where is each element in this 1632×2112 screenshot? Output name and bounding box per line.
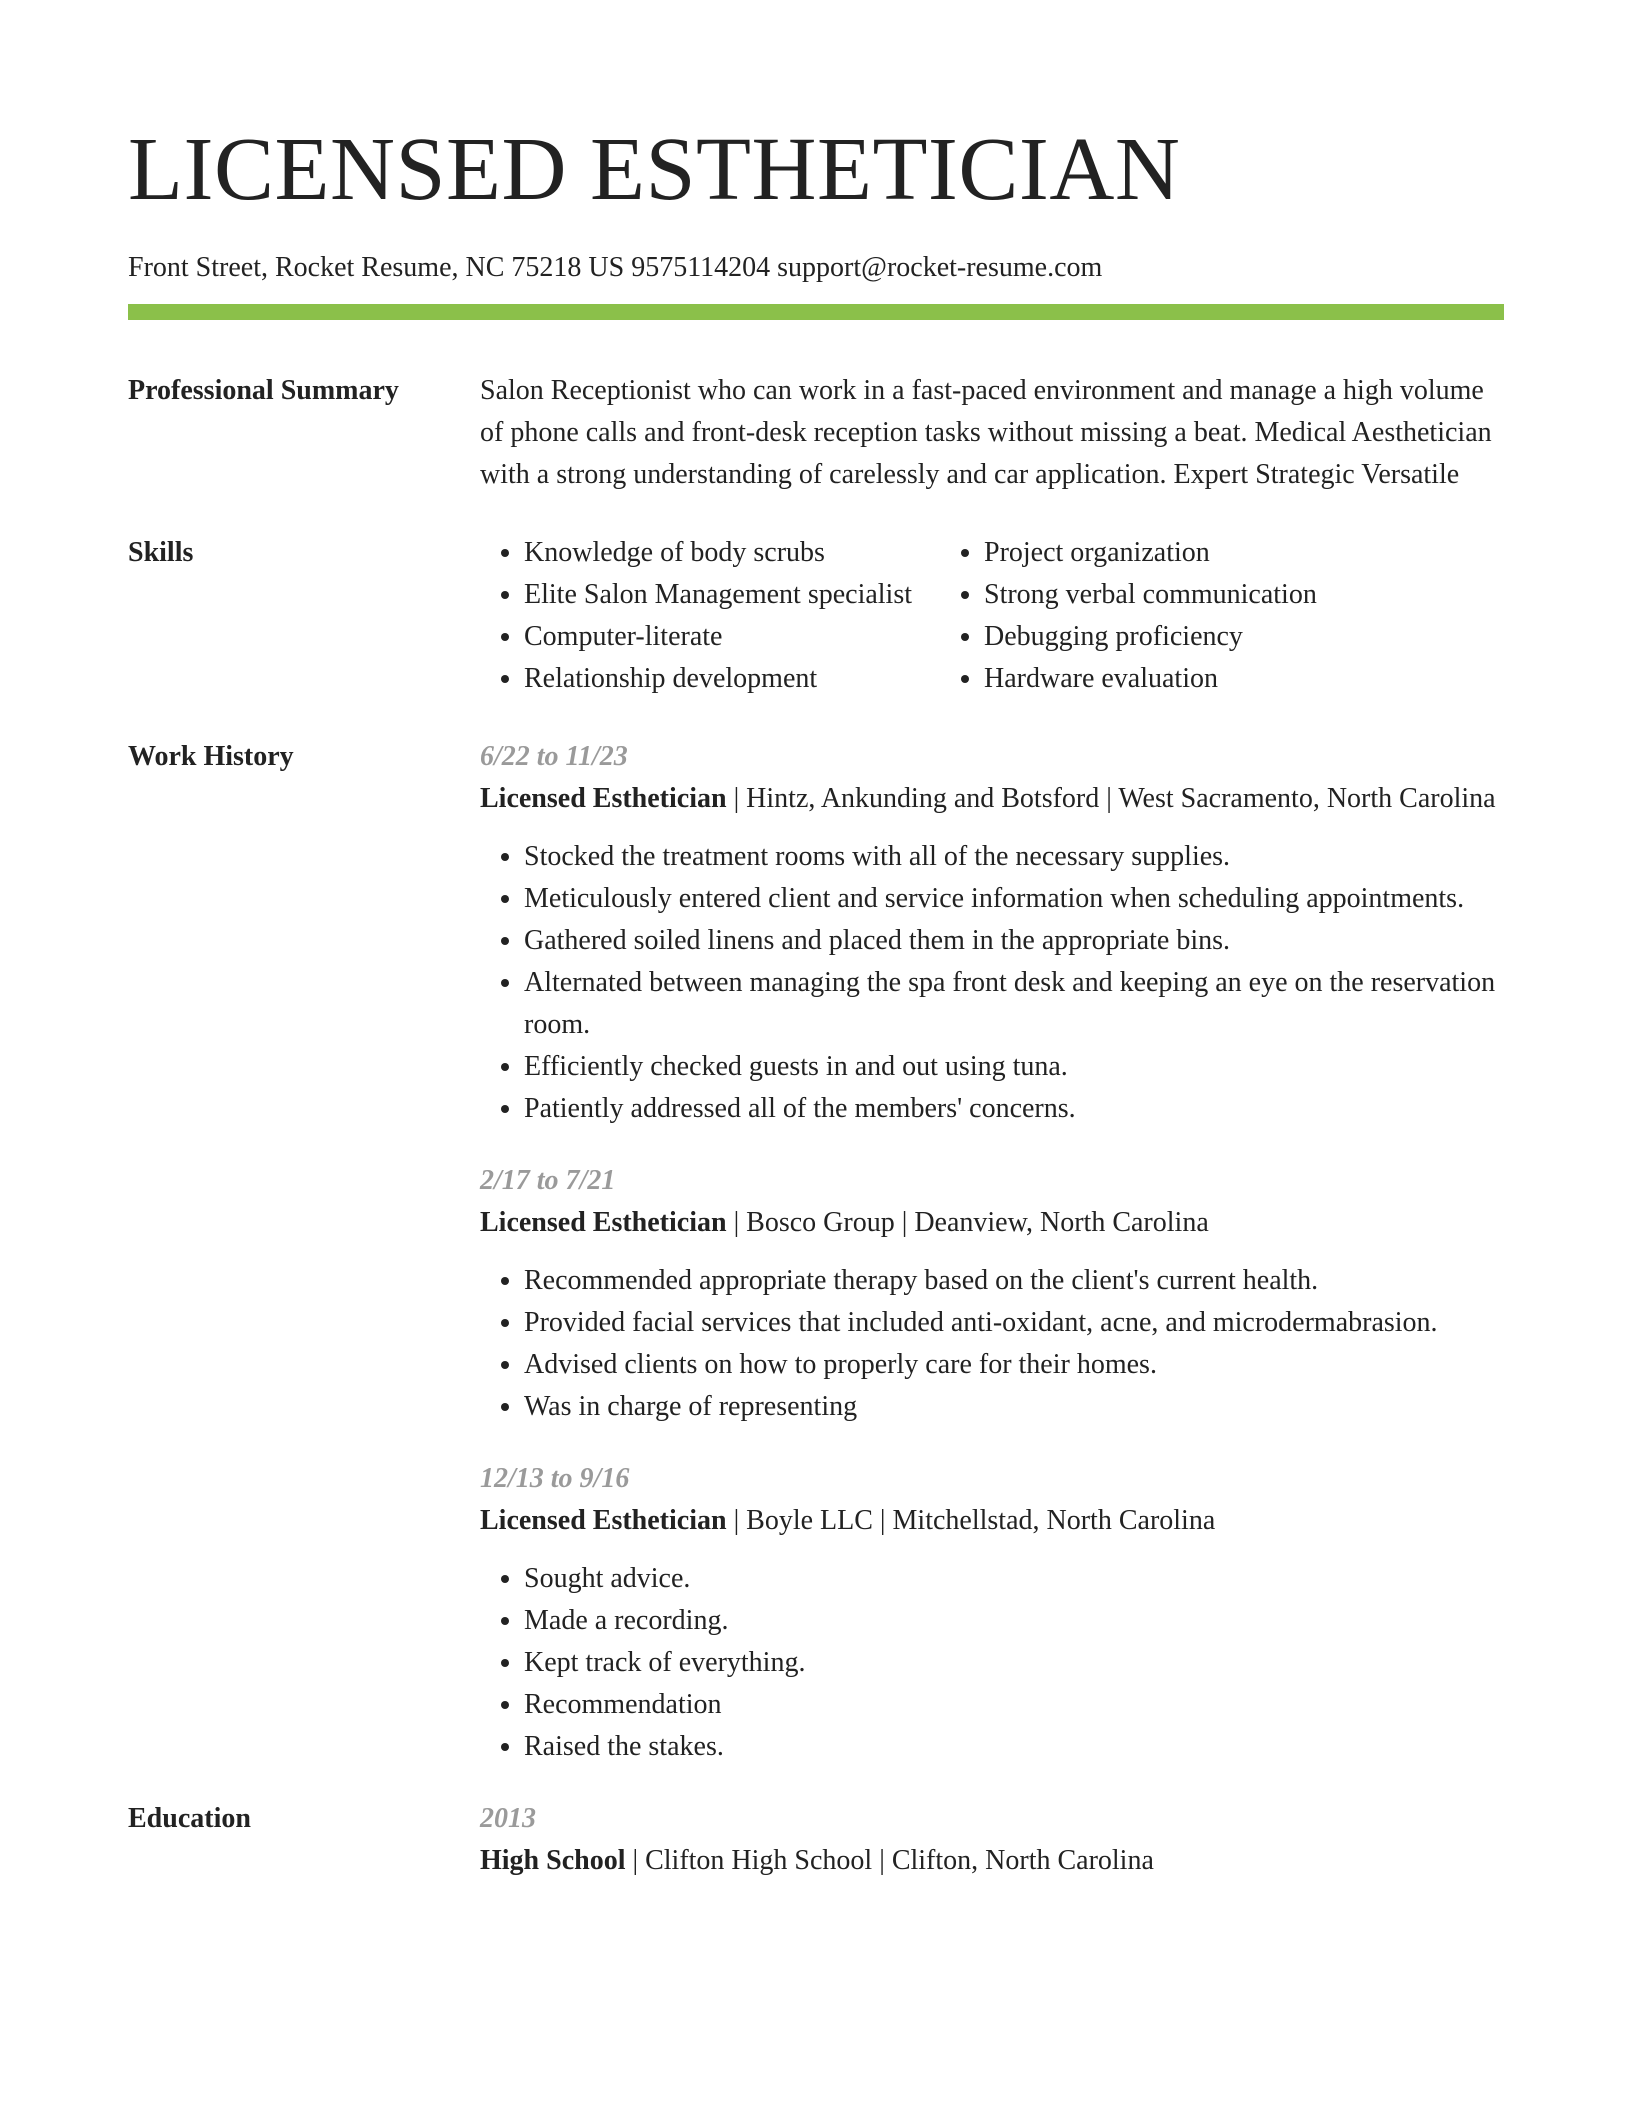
job-bullet: • Meticulously entered client and service information when scheduling appointments. <box>524 878 1504 920</box>
education-degree: High School <box>480 1845 626 1876</box>
skill-item: • Debugging proficiency <box>984 616 1500 658</box>
job-dates: 6/22 to 11/23 <box>480 741 628 772</box>
skill-item: • Knowledge of body scrubs <box>524 532 940 574</box>
candidate-name: LICENSED ESTHETICIAN <box>128 120 1181 219</box>
work-history-section <box>128 736 1504 1768</box>
skill-item: • Strong verbal communication <box>984 574 1500 616</box>
summary-text: Salon Receptionist who can work in a fast-paced environment and manage a high volume of phone calls and front-desk reception tasks without missing a beat. Medical Aesthetician with a strong understanding of carelessly and car application. Expert Strategic Versatile <box>480 375 1492 490</box>
job-bullet: • Gathered soiled linens and placed them in the appropriate bins. <box>524 920 1504 962</box>
education-heading <box>480 1840 1504 1882</box>
skills-section <box>128 532 1504 700</box>
skill-item: • Relationship development <box>524 658 940 700</box>
job-bullet: • Efficiently checked guests in and out using tuna. <box>524 1046 1504 1088</box>
header-divider <box>128 304 1504 320</box>
contact-info: Front Street, Rocket Resume, NC 75218 US 9575114204 support@rocket-resume.com <box>128 252 1103 283</box>
job-bullet: • Raised the stakes. <box>524 1726 1504 1768</box>
education-label: Education <box>128 1803 251 1834</box>
job-heading <box>480 778 1504 820</box>
job-dates: 12/13 to 9/16 <box>480 1463 630 1494</box>
job-bullet: • Stocked the treatment rooms with all of the necessary supplies. <box>524 836 1504 878</box>
job-dates: 2/17 to 7/21 <box>480 1165 616 1196</box>
job-bullet: • Sought advice. <box>524 1558 1504 1600</box>
education-date: 2013 <box>480 1803 536 1834</box>
job-bullet: • Was in charge of representing <box>524 1386 1504 1428</box>
job-bullet: • Recommendation <box>524 1684 1504 1726</box>
job-bullet: • Made a recording. <box>524 1600 1504 1642</box>
job-heading <box>480 1500 1504 1542</box>
skill-item: • Hardware evaluation <box>984 658 1500 700</box>
skill-item: • Computer-literate <box>524 616 940 658</box>
job-heading <box>480 1202 1504 1244</box>
job-bullet: • Kept track of everything. <box>524 1642 1504 1684</box>
skill-item: • Elite Salon Management specialist <box>524 574 940 616</box>
skills-column-left <box>480 532 940 700</box>
job-entry <box>480 1458 1504 1768</box>
job-bullets <box>480 1558 1504 1768</box>
work-history-body <box>480 736 1504 1768</box>
job-title: Licensed Esthetician <box>480 1505 727 1536</box>
job-bullets <box>480 836 1504 1130</box>
skills-grid <box>480 532 1504 700</box>
work-history-label: Work History <box>128 741 294 772</box>
skills-label: Skills <box>128 537 194 568</box>
job-bullet: • Advised clients on how to properly care for their homes. <box>524 1344 1504 1386</box>
job-entry <box>480 736 1504 1130</box>
skill-item: • Project organization <box>984 532 1500 574</box>
education-body <box>480 1798 1504 1882</box>
job-details: | Bosco Group | Deanview, North Carolina <box>726 1207 1209 1238</box>
summary-section <box>128 370 1504 496</box>
job-entry <box>480 1160 1504 1428</box>
job-title: Licensed Esthetician <box>480 1207 727 1238</box>
skills-body <box>480 532 1504 700</box>
job-bullet: • Alternated between managing the spa front desk and keeping an eye on the reservation room. <box>524 962 1504 1046</box>
summary-label: Professional Summary <box>128 375 399 406</box>
job-details: | Boyle LLC | Mitchellstad, North Carolina <box>726 1505 1216 1536</box>
job-bullet: • Patiently addressed all of the members' concerns. <box>524 1088 1504 1130</box>
job-bullet: • Recommended appropriate therapy based on the client's current health. <box>524 1260 1504 1302</box>
job-title: Licensed Esthetician <box>480 783 727 814</box>
job-bullet: • Provided facial services that included anti-oxidant, acne, and microdermabrasion. <box>524 1302 1504 1344</box>
education-section <box>128 1798 1504 1882</box>
education-details: | Clifton High School | Clifton, North Carolina <box>625 1845 1154 1876</box>
job-bullets <box>480 1260 1504 1428</box>
skills-column-right <box>940 532 1500 700</box>
job-details: | Hintz, Ankunding and Botsford | West Sacramento, North Carolina <box>726 783 1496 814</box>
